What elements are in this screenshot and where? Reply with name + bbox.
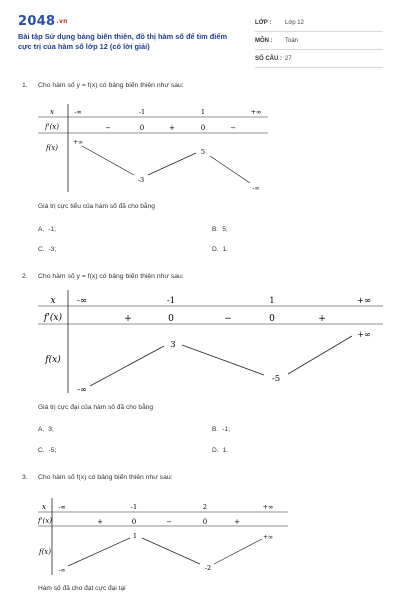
option-text: 5; [222, 226, 228, 233]
fprime-sign: − [230, 124, 236, 132]
option-text: -1; [222, 426, 230, 433]
x-label: x [50, 108, 54, 116]
fprime-label: f'(x) [38, 517, 52, 525]
x-value: 1 [200, 108, 206, 116]
f-value: -5 [271, 374, 281, 384]
trend-arrow [214, 539, 262, 564]
x-value: -1 [166, 296, 176, 306]
meta-row-count [255, 50, 383, 68]
question-2-prompt: Giá trị cực đại của hàm số đã cho bằng [38, 404, 154, 411]
fprime-label: f'(x) [44, 313, 62, 323]
fprime-sign: + [234, 518, 240, 526]
f-value: -∞ [252, 185, 260, 192]
x-value: 1 [269, 296, 275, 306]
option-text: -3; [48, 246, 57, 253]
question-1-option-b[interactable] [212, 226, 228, 233]
option-letter: D. [212, 246, 219, 253]
trend-arrow [90, 346, 164, 386]
question-3-variation-table [38, 496, 288, 578]
option-letter: C. [38, 447, 45, 454]
f-value: +∞ [357, 330, 371, 339]
f-value: -∞ [77, 385, 87, 394]
question-2-text: Cho hàm số y = f(x) có bảng biến thiên như sau: [38, 273, 184, 280]
x-value: 2 [202, 503, 208, 511]
page-title: Bài tập Sử dụng bảng biến thiên, đồ thị hàm số để tìm điểm cực trị của hàm số lớp 12 (có lời giải) [18, 32, 228, 51]
f-value: -∞ [58, 567, 66, 574]
option-letter: A. [38, 226, 45, 233]
question-2-option-c[interactable] [38, 447, 56, 454]
question-1-text: Cho hàm số y = f(x) có bảng biến thiên như sau: [38, 82, 184, 89]
question-2-number: 2. [22, 273, 28, 280]
x-label: x [50, 296, 56, 306]
meta-info [255, 14, 383, 68]
question-1-option-c[interactable] [38, 246, 56, 253]
question-1-variation-table [38, 100, 268, 195]
f-label: f(x) [45, 144, 59, 152]
meta-value: 27 [285, 55, 292, 62]
logo-text: 2048 [18, 14, 56, 29]
option-letter: B. [212, 426, 219, 433]
option-letter: D. [212, 447, 219, 454]
fprime-sign: + [169, 124, 175, 132]
meta-value: Toán [285, 37, 299, 44]
meta-key: LỚP : [255, 19, 272, 26]
question-1-option-d[interactable] [212, 246, 228, 253]
question-3-number: 3. [22, 474, 28, 481]
meta-value: Lớp 12 [285, 19, 304, 26]
fprime-sign: 0 [202, 518, 208, 526]
f-value: +∞ [72, 139, 84, 146]
fprime-sign: + [318, 314, 326, 324]
question-2-variation-table [38, 288, 383, 398]
x-label: x [42, 503, 46, 511]
question-1-option-a[interactable] [38, 226, 56, 233]
x-value: +∞ [250, 108, 262, 116]
x-value: +∞ [262, 503, 274, 511]
trend-arrow [210, 156, 250, 183]
logo-tld: .vn [56, 18, 68, 25]
option-text: 3; [48, 426, 54, 433]
fprime-label: f'(x) [45, 123, 59, 131]
meta-row-class [255, 14, 383, 32]
f-value: 5 [200, 148, 206, 156]
x-value: -∞ [58, 503, 66, 511]
fprime-sign: − [166, 518, 172, 526]
option-letter: A. [38, 426, 45, 433]
fprime-sign: − [105, 124, 111, 132]
fprime-sign: + [124, 314, 132, 324]
trend-arrow [182, 345, 264, 375]
option-letter: C. [38, 246, 45, 253]
option-text: 1. [222, 246, 229, 253]
option-text: -1; [48, 226, 56, 233]
x-value: -1 [130, 503, 138, 511]
question-3-text: Cho hàm số f(x) có bảng biến thiên như sau: [38, 474, 173, 481]
x-value: -∞ [77, 296, 87, 306]
trend-arrow [82, 146, 134, 175]
f-label: f(x) [45, 355, 61, 365]
f-value: +∞ [262, 534, 274, 541]
trend-arrow [68, 538, 130, 566]
option-letter: B. [212, 226, 219, 233]
x-value: -∞ [74, 108, 82, 116]
x-value: +∞ [356, 296, 372, 306]
fprime-sign: + [97, 518, 103, 526]
fprime-sign: 0 [168, 314, 174, 324]
option-text: -5; [48, 447, 57, 454]
question-3-prompt: Hàm số đã cho đạt cực đại tại [38, 585, 126, 592]
trend-arrow [288, 336, 352, 374]
trend-arrow [142, 538, 200, 564]
question-1-number: 1. [22, 82, 28, 89]
question-2-option-a[interactable] [38, 426, 54, 433]
trend-arrow [148, 153, 196, 175]
site-logo[interactable] [18, 14, 68, 29]
question-2-option-b[interactable] [212, 426, 230, 433]
fprime-sign: 0 [131, 518, 137, 526]
x-value: -1 [138, 108, 146, 116]
page-header [0, 0, 400, 70]
f-value: -2 [204, 564, 212, 572]
option-text: 1. [222, 447, 229, 454]
f-value: -3 [137, 176, 145, 184]
f-value: 1 [132, 532, 138, 540]
meta-row-subject [255, 32, 383, 50]
fprime-sign: 0 [139, 124, 145, 132]
question-1-prompt: Giá trị cực tiểu của hàm số đã cho bằng [38, 203, 155, 210]
fprime-sign: 0 [200, 124, 206, 132]
f-value: 3 [170, 340, 176, 350]
fprime-sign: − [224, 314, 232, 324]
fprime-sign: 0 [269, 314, 275, 324]
f-label: f(x) [38, 548, 52, 556]
question-2-option-d[interactable] [212, 447, 228, 454]
meta-key: SỐ CÂU : [255, 55, 282, 62]
meta-key: MÔN : [255, 37, 273, 44]
